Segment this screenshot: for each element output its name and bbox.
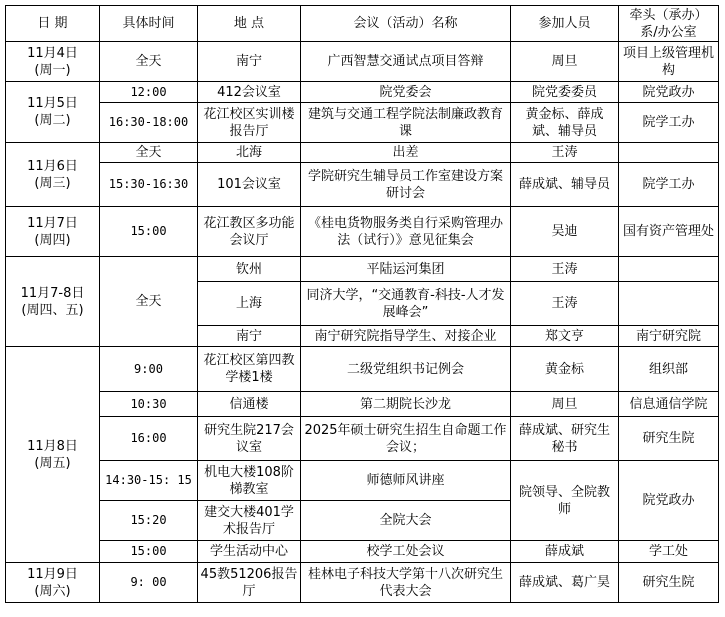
host-cell bbox=[619, 282, 719, 326]
name-cell: 出差 bbox=[301, 143, 511, 163]
people-cell: 周旦 bbox=[511, 392, 619, 417]
name-cell: 桂林电子科技大学第十八次研究生代表大会 bbox=[301, 563, 511, 603]
date-cell: 11月8日 (周五) bbox=[6, 347, 100, 563]
place-cell: 研究生院217会议室 bbox=[198, 417, 301, 461]
time-cell: 全天 bbox=[100, 42, 198, 82]
table-row bbox=[6, 563, 719, 603]
time-cell: 15:20 bbox=[100, 501, 198, 541]
host-cell: 组织部 bbox=[619, 347, 719, 392]
time-cell: 16:30-18:00 bbox=[100, 103, 198, 143]
date-cell: 11月7日 (周四) bbox=[6, 207, 100, 257]
people-cell: 院领导、全院教师 bbox=[511, 461, 619, 541]
name-cell: 广西智慧交通试点项目答辩 bbox=[301, 42, 511, 82]
header-row bbox=[6, 6, 719, 42]
people-cell: 黄金标 bbox=[511, 347, 619, 392]
table-row bbox=[6, 82, 719, 103]
time-cell: 9:00 bbox=[100, 347, 198, 392]
host-cell bbox=[619, 257, 719, 282]
table-row bbox=[6, 257, 719, 282]
table-row bbox=[6, 103, 719, 143]
table-row bbox=[6, 207, 719, 257]
place-cell: 学生活动中心 bbox=[198, 541, 301, 563]
place-cell: 花江校区实训楼报告厅 bbox=[198, 103, 301, 143]
table-row bbox=[6, 417, 719, 461]
place-cell: 花江教区多功能会议厅 bbox=[198, 207, 301, 257]
header-time: 具体时间 bbox=[100, 6, 198, 42]
host-cell: 学工处 bbox=[619, 541, 719, 563]
date-cell: 11月9日 (周六) bbox=[6, 563, 100, 603]
name-cell: 全院大会 bbox=[301, 501, 511, 541]
name-cell: 校学工处会议 bbox=[301, 541, 511, 563]
place-cell: 101会议室 bbox=[198, 163, 301, 207]
name-cell: 师德师风讲座 bbox=[301, 461, 511, 501]
place-cell: 钦州 bbox=[198, 257, 301, 282]
name-cell: 二级党组织书记例会 bbox=[301, 347, 511, 392]
host-cell: 国有资产管理处 bbox=[619, 207, 719, 257]
table-row bbox=[6, 461, 719, 501]
people-cell: 周旦 bbox=[511, 42, 619, 82]
place-cell: 机电大楼108阶梯教室 bbox=[198, 461, 301, 501]
table-row bbox=[6, 143, 719, 163]
time-cell: 9: 00 bbox=[100, 563, 198, 603]
host-cell: 南宁研究院 bbox=[619, 326, 719, 347]
people-cell: 薛成斌、研究生秘书 bbox=[511, 417, 619, 461]
name-cell: 同济大学，“交通教育-科技-人才发展峰会” bbox=[301, 282, 511, 326]
people-cell: 王涛 bbox=[511, 143, 619, 163]
place-cell: 花江校区第四教学楼1楼 bbox=[198, 347, 301, 392]
people-cell: 薛成斌、辅导员 bbox=[511, 163, 619, 207]
time-cell: 16:00 bbox=[100, 417, 198, 461]
host-cell: 项目上级管理机构 bbox=[619, 42, 719, 82]
people-cell: 王涛 bbox=[511, 282, 619, 326]
table-row bbox=[6, 541, 719, 563]
name-cell: 《桂电货物服务类自行采购管理办法（试行）》意见征集会 bbox=[301, 207, 511, 257]
place-cell: 45教51206报告厅 bbox=[198, 563, 301, 603]
place-cell: 412会议室 bbox=[198, 82, 301, 103]
header-name: 会议（活动）名称 bbox=[301, 6, 511, 42]
people-cell: 郑文亨 bbox=[511, 326, 619, 347]
header-people: 参加人员 bbox=[511, 6, 619, 42]
date-cell: 11月7-8日 (周四、五) bbox=[6, 257, 100, 347]
people-cell: 黄金标、薛成斌、辅导员 bbox=[511, 103, 619, 143]
time-cell: 15:00 bbox=[100, 207, 198, 257]
place-cell: 南宁 bbox=[198, 42, 301, 82]
people-cell: 院党委委员 bbox=[511, 82, 619, 103]
people-cell: 薛成斌、葛广昊 bbox=[511, 563, 619, 603]
people-cell: 吴迪 bbox=[511, 207, 619, 257]
host-cell bbox=[619, 143, 719, 163]
host-cell: 院学工办 bbox=[619, 163, 719, 207]
date-cell: 11月6日 (周三) bbox=[6, 143, 100, 207]
host-cell: 院学工办 bbox=[619, 103, 719, 143]
name-cell: 学院研究生辅导员工作室建设方案研讨会 bbox=[301, 163, 511, 207]
table-row bbox=[6, 392, 719, 417]
name-cell: 建筑与交通工程学院法制廉政教育课 bbox=[301, 103, 511, 143]
header-host: 牵头（承办）系/办公室 bbox=[619, 6, 719, 42]
header-place: 地 点 bbox=[198, 6, 301, 42]
place-cell: 建交大楼401学术报告厅 bbox=[198, 501, 301, 541]
time-cell: 14:30-15: 15 bbox=[100, 461, 198, 501]
name-cell: 2025年硕士研究生招生自命题工作会议； bbox=[301, 417, 511, 461]
time-cell: 全天 bbox=[100, 143, 198, 163]
people-cell: 王涛 bbox=[511, 257, 619, 282]
date-cell: 11月4日 (周一) bbox=[6, 42, 100, 82]
host-cell: 研究生院 bbox=[619, 417, 719, 461]
time-cell: 12:00 bbox=[100, 82, 198, 103]
place-cell: 北海 bbox=[198, 143, 301, 163]
name-cell: 南宁研究院指导学生、对接企业 bbox=[301, 326, 511, 347]
time-cell: 15:00 bbox=[100, 541, 198, 563]
time-cell: 10:30 bbox=[100, 392, 198, 417]
time-cell: 15:30-16:30 bbox=[100, 163, 198, 207]
name-cell: 院党委会 bbox=[301, 82, 511, 103]
people-cell: 薛成斌 bbox=[511, 541, 619, 563]
name-cell: 第二期院长沙龙 bbox=[301, 392, 511, 417]
table-row bbox=[6, 42, 719, 82]
place-cell: 上海 bbox=[198, 282, 301, 326]
host-cell: 信息通信学院 bbox=[619, 392, 719, 417]
host-cell: 院党政办 bbox=[619, 82, 719, 103]
time-cell: 全天 bbox=[100, 257, 198, 347]
table-row bbox=[6, 347, 719, 392]
table-row bbox=[6, 163, 719, 207]
schedule-table bbox=[5, 5, 719, 603]
place-cell: 信通楼 bbox=[198, 392, 301, 417]
place-cell: 南宁 bbox=[198, 326, 301, 347]
host-cell: 研究生院 bbox=[619, 563, 719, 603]
name-cell: 平陆运河集团 bbox=[301, 257, 511, 282]
date-cell: 11月5日 (周二) bbox=[6, 82, 100, 143]
host-cell: 院党政办 bbox=[619, 461, 719, 541]
header-date: 日 期 bbox=[6, 6, 100, 42]
